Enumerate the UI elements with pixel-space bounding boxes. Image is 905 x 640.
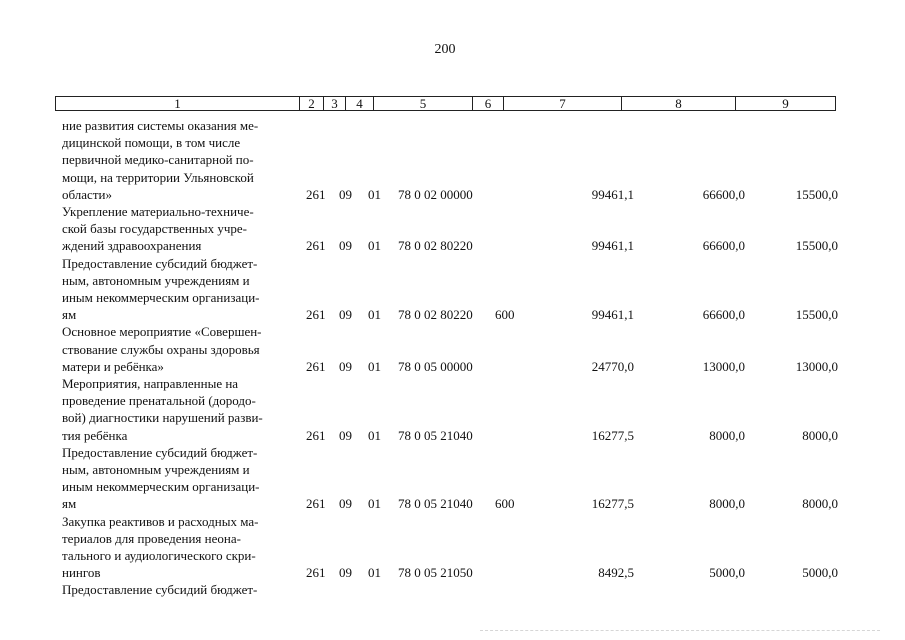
cell-col-7: 8492,5 xyxy=(598,565,634,581)
header-col-4: 4 xyxy=(346,97,374,110)
cell-col-3: 09 xyxy=(339,565,352,581)
cell-col-7: 99461,1 xyxy=(591,186,634,202)
cell-col-7: 16277,5 xyxy=(591,427,634,443)
table-header xyxy=(55,96,836,111)
cell-col-5: 78 0 05 21040 xyxy=(398,496,473,512)
description-line: ние развития системы оказания ме- xyxy=(62,118,259,133)
cell-col-4: 01 xyxy=(368,496,381,512)
description-line: ям xyxy=(62,496,77,512)
cell-col-9: 8000,0 xyxy=(802,496,838,512)
cell-col-5: 78 0 02 00000 xyxy=(398,186,473,202)
cell-col-7: 99461,1 xyxy=(591,307,634,323)
cell-col-6: 600 xyxy=(495,496,515,512)
cell-col-8: 8000,0 xyxy=(709,496,745,512)
header-col-5: 5 xyxy=(374,97,473,110)
description-line: вой) диагностики нарушений разви- xyxy=(62,410,263,426)
cell-col-4: 01 xyxy=(368,427,381,443)
description-line: ным, автономным учреждениям и xyxy=(62,462,250,477)
row-description xyxy=(62,203,296,255)
cell-col-8: 66600,0 xyxy=(702,186,745,202)
description-line: нингов xyxy=(62,565,101,581)
cell-col-9: 15500,0 xyxy=(795,238,838,254)
header-col-8: 8 xyxy=(622,97,736,110)
cell-col-3: 09 xyxy=(339,496,352,512)
cell-col-5: 78 0 05 21040 xyxy=(398,427,473,443)
description-line: Мероприятия, направленные на xyxy=(62,376,239,391)
description-line: мощи, на территории Ульяновской xyxy=(62,169,254,185)
description-line: тия ребёнка xyxy=(62,427,128,443)
cell-col-7: 24770,0 xyxy=(591,358,634,374)
description-line: ской базы государственных учре- xyxy=(62,221,247,237)
cell-col-3: 09 xyxy=(339,427,352,443)
description-line: матери и ребёнка» xyxy=(62,358,164,374)
row-description xyxy=(62,255,296,324)
cell-col-5: 78 0 05 00000 xyxy=(398,358,473,374)
header-col-3: 3 xyxy=(324,97,346,110)
cell-col-9: 8000,0 xyxy=(802,427,838,443)
cell-col-3: 09 xyxy=(339,358,352,374)
cell-col-9: 13000,0 xyxy=(795,358,838,374)
cell-col-2: 261 xyxy=(306,427,326,443)
description-line: тального и аудиологического скри- xyxy=(62,548,256,563)
cell-col-4: 01 xyxy=(368,186,381,202)
description-line: Предоставление субсидий бюджет- xyxy=(62,582,258,598)
cell-col-2: 261 xyxy=(306,238,326,254)
cell-col-5: 78 0 02 80220 xyxy=(398,307,473,323)
cell-col-9: 15500,0 xyxy=(795,186,838,202)
scan-artifact xyxy=(480,630,880,633)
description-line: ным, автономным учреждениям и xyxy=(62,272,250,288)
description-line: Предоставление субсидий бюджет- xyxy=(62,255,258,271)
cell-col-2: 261 xyxy=(306,186,326,202)
header-col-1: 1 xyxy=(56,97,300,110)
cell-col-2: 261 xyxy=(306,307,326,323)
cell-col-4: 01 xyxy=(368,307,381,323)
cell-col-8: 13000,0 xyxy=(702,358,745,374)
cell-col-5: 78 0 05 21050 xyxy=(398,565,473,581)
description-line: ствование службы охраны здоровья xyxy=(62,341,260,357)
cell-col-8: 8000,0 xyxy=(709,427,745,443)
description-line: териалов для проведения неона- xyxy=(62,530,241,546)
description-line: Закупка реактивов и расходных ма- xyxy=(62,513,259,529)
cell-col-2: 261 xyxy=(306,496,326,512)
header-col-9: 9 xyxy=(782,96,789,111)
cell-col-2: 261 xyxy=(306,565,326,581)
description-line: первичной медико-санитарной по- xyxy=(62,152,254,168)
description-line: проведение пренатальной (дородо- xyxy=(62,393,256,409)
description-line: ждений здравоохранения xyxy=(62,238,202,254)
description-line: Предоставление субсидий бюджет- xyxy=(62,444,258,460)
description-line: дицинской помощи, в том числе xyxy=(62,135,241,151)
cell-col-2: 261 xyxy=(306,358,326,374)
row-description xyxy=(62,513,296,582)
description-line: области» xyxy=(62,186,112,202)
header-col-2: 2 xyxy=(300,97,324,110)
row-description xyxy=(62,444,296,513)
description-line: иным некоммерческим организаци- xyxy=(62,290,260,305)
cell-col-6: 600 xyxy=(495,307,515,323)
row-description xyxy=(62,117,296,203)
description-line: ям xyxy=(62,307,77,323)
cell-col-8: 66600,0 xyxy=(702,238,745,254)
header-col-7: 7 xyxy=(504,97,622,110)
row-description xyxy=(62,323,296,375)
cell-col-4: 01 xyxy=(368,565,381,581)
header-col-6: 6 xyxy=(473,97,504,110)
cell-col-4: 01 xyxy=(368,358,381,374)
description-line: иным некоммерческим организаци- xyxy=(62,479,260,495)
description-line: Основное мероприятие «Совершен- xyxy=(62,324,262,340)
cell-col-7: 99461,1 xyxy=(591,238,634,254)
page-number: 200 xyxy=(434,42,456,57)
description-line: Укрепление материально-техниче- xyxy=(62,204,254,219)
cell-col-8: 5000,0 xyxy=(709,565,745,581)
cell-col-5: 78 0 02 80220 xyxy=(398,238,473,254)
cell-col-7: 16277,5 xyxy=(591,496,634,512)
cell-col-3: 09 xyxy=(339,186,352,202)
cell-col-8: 66600,0 xyxy=(702,307,745,323)
cell-col-4: 01 xyxy=(368,238,381,254)
row-description xyxy=(62,375,296,444)
cell-col-3: 09 xyxy=(339,307,352,323)
cell-col-9: 5000,0 xyxy=(802,565,838,581)
cell-col-9: 15500,0 xyxy=(795,307,838,323)
cell-col-3: 09 xyxy=(339,238,352,254)
row-description xyxy=(62,581,296,598)
